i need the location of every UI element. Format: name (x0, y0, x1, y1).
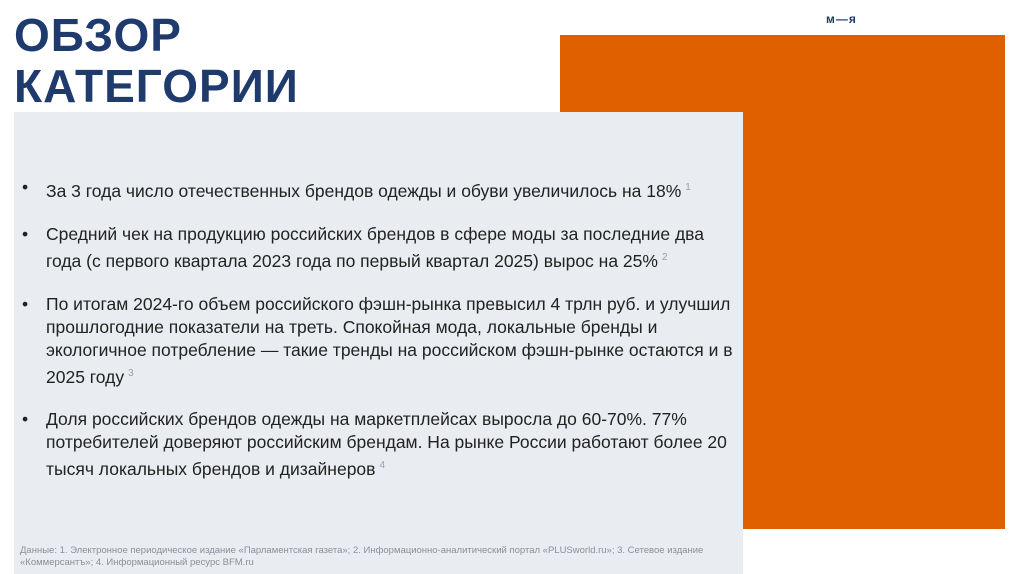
bullet-marker: • (22, 409, 29, 430)
reference-number: 3 (128, 367, 134, 379)
logo: м—я (826, 12, 857, 26)
page-title (14, 10, 299, 112)
title-line-1: ОБЗОР (14, 9, 182, 61)
bullet-text: За 3 года число отечественных брендов одежды и обуви увеличилось на 18% (46, 180, 682, 201)
reference-number: 4 (379, 460, 386, 472)
bullet-marker: • (22, 293, 29, 314)
sources-footnote: Данные: 1. Электронное периодическое издание «Парламентская газета»; 2. Информационно-аналитический портал «PLUSworld.ru»; 3. Сетевое издание «Коммерсантъ»; 4. Информационный ресурс BFM.ru (20, 545, 704, 568)
list-item (20, 176, 740, 203)
bullet-marker: • (22, 177, 29, 197)
bullet-text: Доля российских брендов одежды на маркетплейсах выросла до 60-70%. 77% потребителей доверяют российским брендам. На рынке России работают более 20 тысяч локальных брендов и дизайнеров (46, 409, 727, 480)
title-line-2: КАТЕГОРИИ (14, 60, 299, 112)
bullet-list (20, 176, 740, 501)
reference-number: 1 (685, 182, 691, 193)
reference-number: 2 (661, 251, 668, 263)
bullet-text: По итогам 2024-го объем российского фэшн-рынка превысил 4 трлн руб. и улучшил прошлогодние показатели на треть. Спокойная мода, локальные бренды и экологичное потребление — такие тренды на российском фэшн-рынке остаются и в 2025 году (46, 293, 733, 387)
list-item (20, 293, 740, 389)
bullet-text: Средний чек на продукцию российских брендов в сфере моды за последние два года (с первого квартала 2023 года по первый квартал 2025) вырос на 25% (46, 223, 704, 271)
bullet-marker: • (22, 223, 29, 244)
list-item (20, 223, 740, 273)
list-item (20, 408, 740, 481)
